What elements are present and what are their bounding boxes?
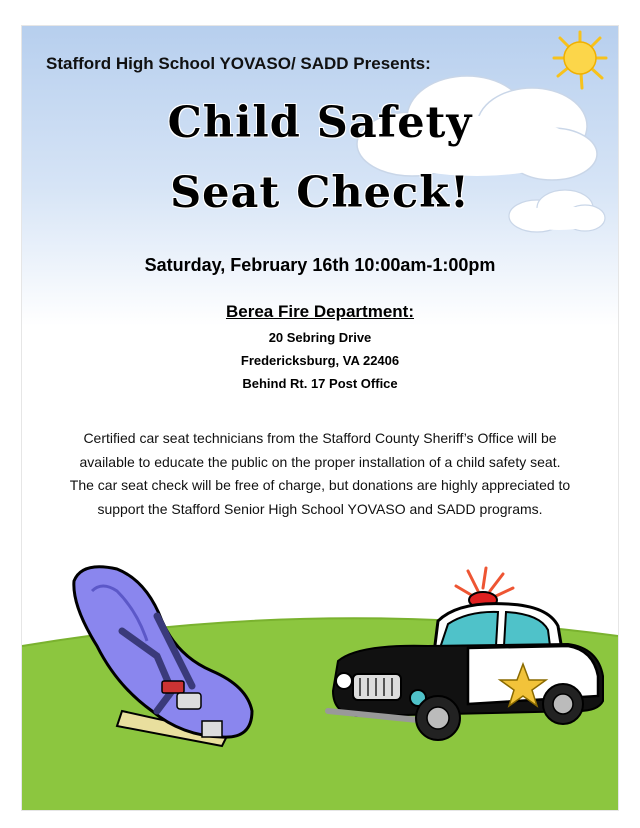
- address-line-1: 20 Sebring Drive: [268, 330, 372, 345]
- address-line-3: Behind Rt. 17 Post Office: [242, 376, 398, 391]
- event-datetime: Saturday, February 16th 10:00am-1:00pm: [144, 255, 496, 275]
- description-line-1: Certified car seat technicians from the Stafford County Sheriff’s Office will be: [83, 430, 557, 446]
- presenter-line: Stafford High School YOVASO/ SADD Presents:: [46, 54, 431, 73]
- flyer-page: [22, 26, 618, 810]
- description-line-2: available to educate the public on the proper installation of a child safety seat.: [79, 453, 561, 470]
- description: [40, 427, 600, 521]
- description-line-3: The car seat check will be free of charge, but donations are highly appreciated to: [69, 477, 571, 493]
- description-line-4: support the Stafford Senior High School YOVASO and SADD programs.: [97, 500, 543, 517]
- venue-name: Berea Fire Department:: [225, 302, 414, 321]
- car-seat-icon: [62, 561, 272, 751]
- address-line-2: Fredericksburg, VA 22406: [240, 353, 400, 368]
- police-car-icon: [318, 566, 608, 741]
- venue-heading: [22, 302, 618, 322]
- title-line-2: Seat Check!: [170, 168, 470, 218]
- title-line-1: Child Safety: [167, 98, 473, 148]
